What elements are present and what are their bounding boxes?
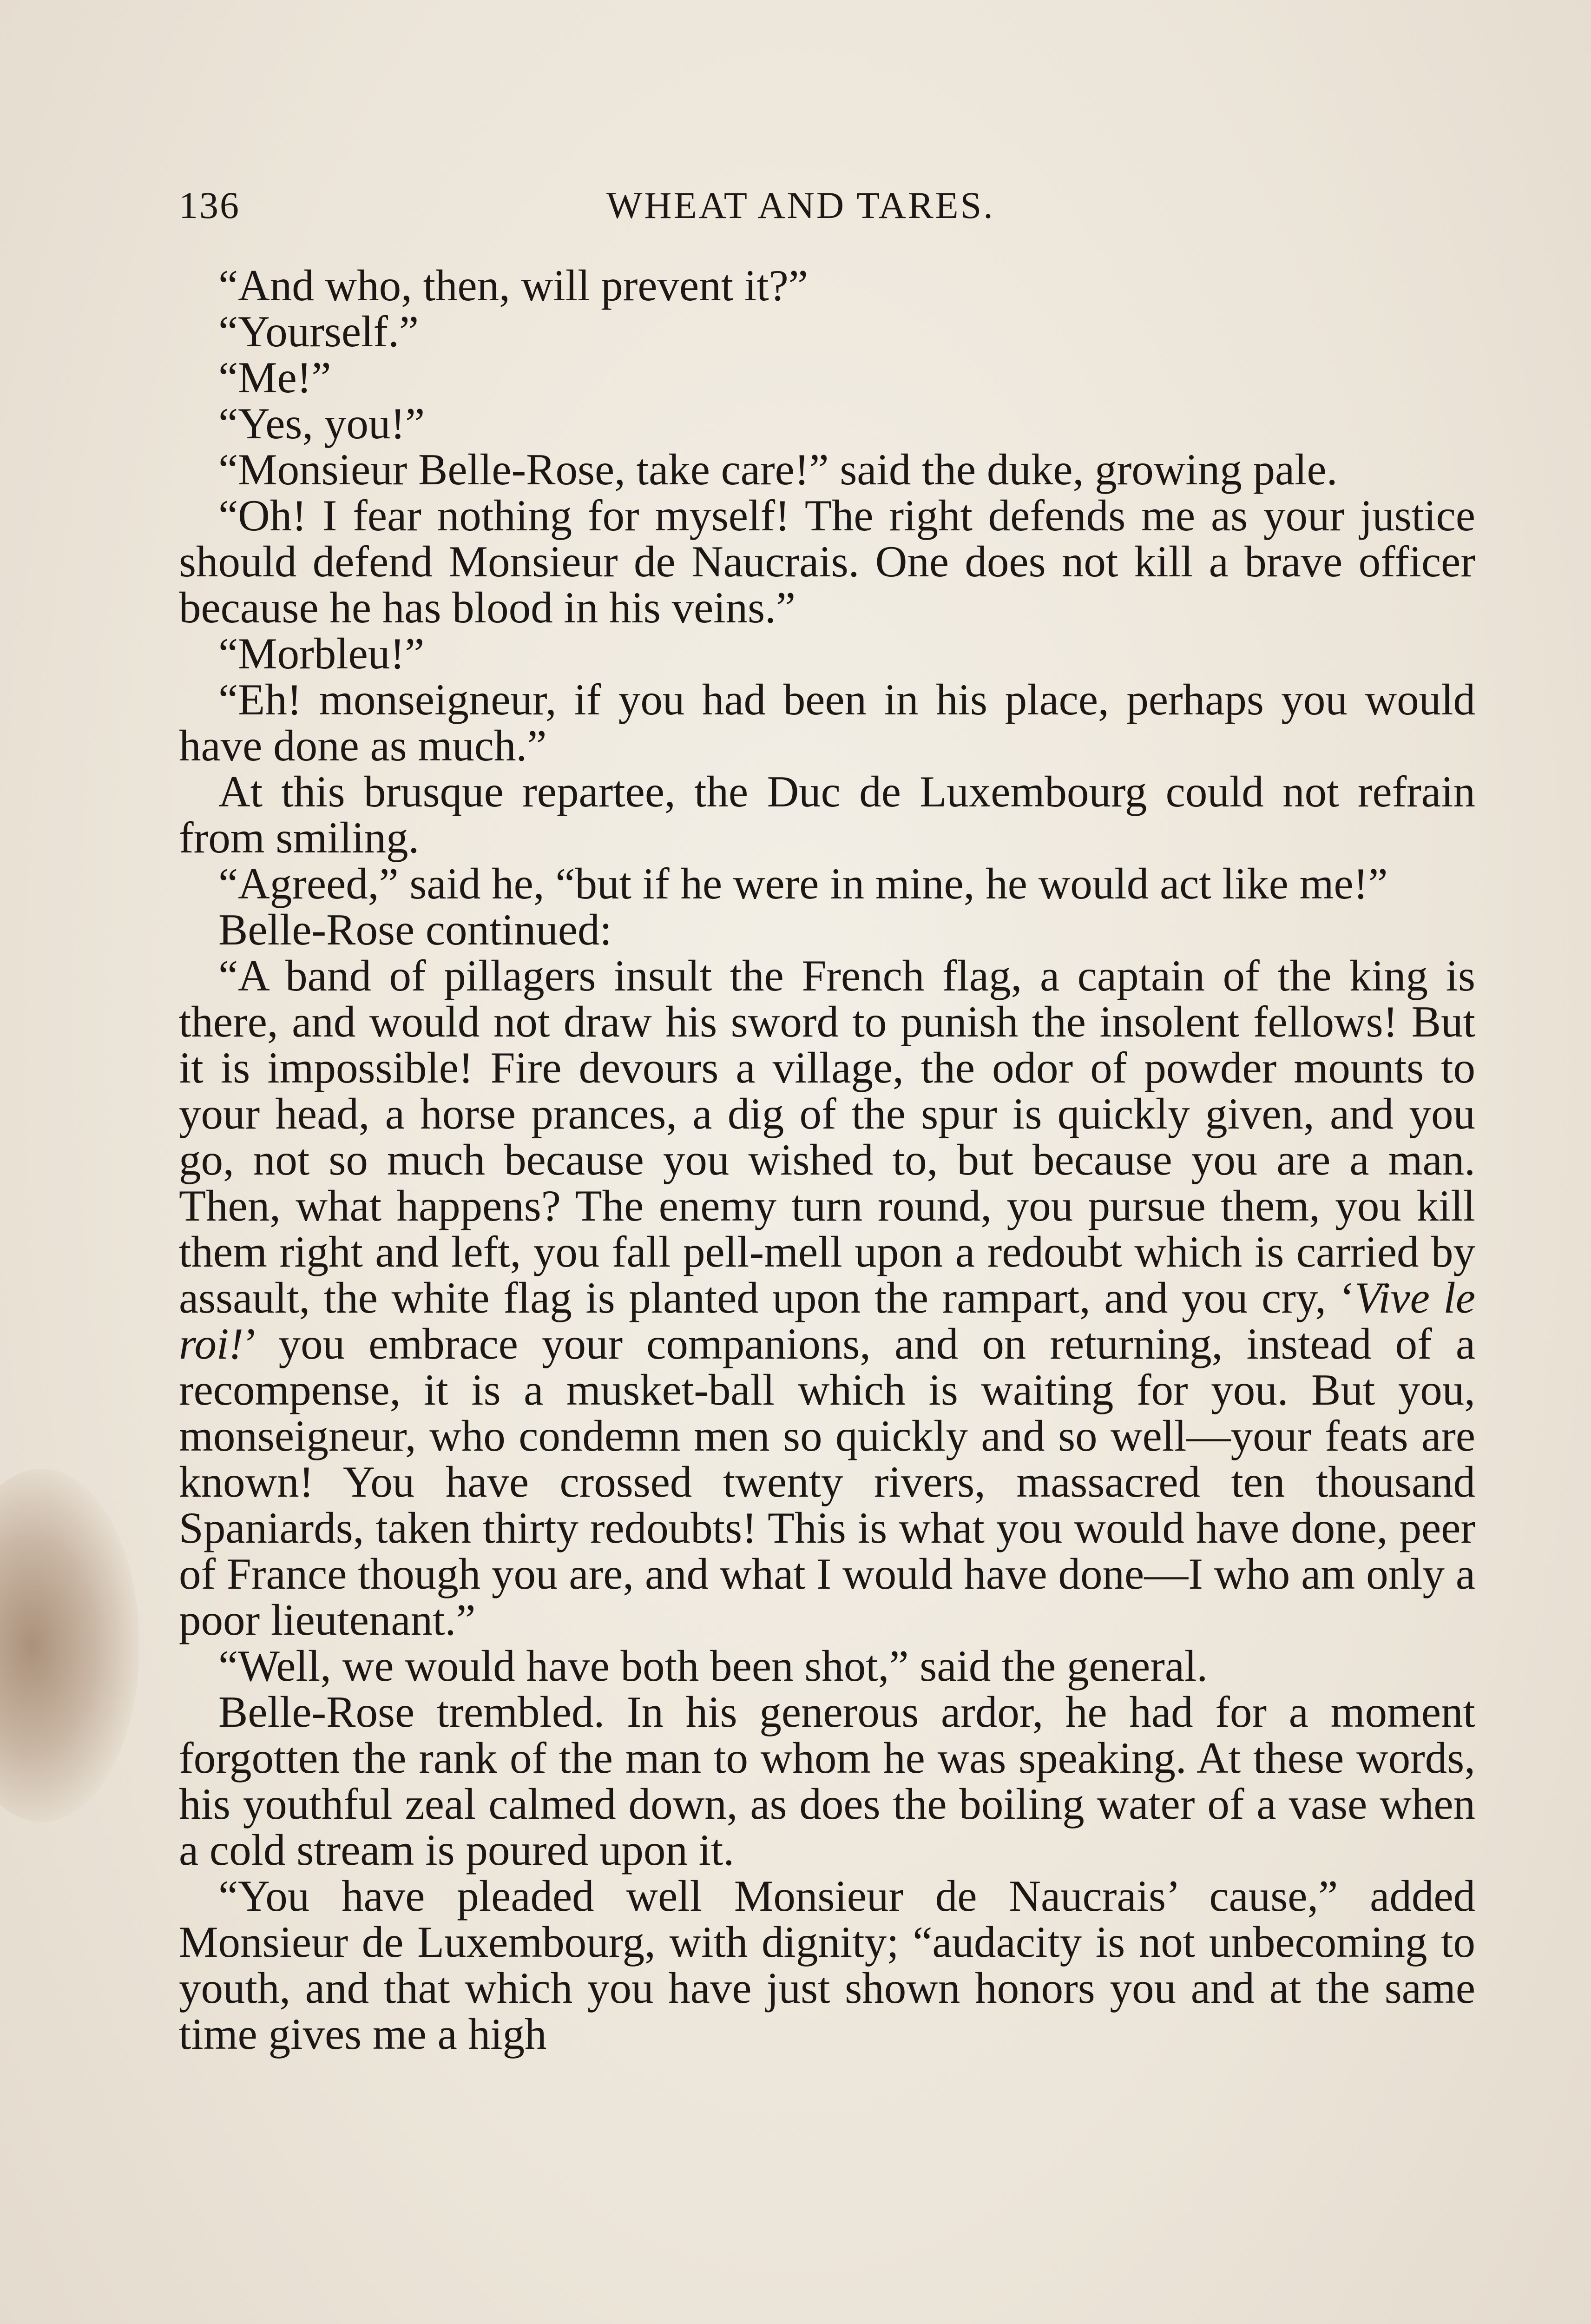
paragraph: “Yes, you!” xyxy=(218,399,425,448)
paragraph: “Me!” xyxy=(218,353,331,402)
paragraph xyxy=(179,953,1475,1643)
paragraph: At this brusque repartee, the Duc de Luxembourg could not refrain from smiling. xyxy=(179,767,1475,862)
paragraph: “Yourself.” xyxy=(218,307,419,356)
body-text xyxy=(179,263,1475,2057)
paragraph: “Oh! I fear nothing for myself! The right defends me as your justice should defend Monsieur de Naucrais. One does not kill a brave officer because he has blood in his veins.” xyxy=(179,491,1475,632)
italic-phrase: Vive le roi! xyxy=(179,1273,1475,1368)
page-number: 136 xyxy=(179,184,240,226)
paragraph: Belle-Rose continued: xyxy=(218,905,612,954)
paragraph: “Eh! monseigneur, if you had been in his place, perhaps you would have done as much.” xyxy=(179,675,1475,770)
page-header xyxy=(179,184,1475,230)
paragraph: Belle-Rose trembled. In his generous ardor, he had for a moment forgotten the rank of the man to whom he was speaking. At these words, his youthful zeal calmed down, as does the boiling water of a vase when a cold stream is poured upon it. xyxy=(179,1687,1475,1875)
paragraph: “You have pleaded well Monsieur de Naucrais’ cause,” added Monsieur de Luxembourg, with dignity; “audacity is not unbecoming to youth, and that which you have just shown honors you and at the same time gives me a high xyxy=(179,1871,1475,2059)
paragraph: “Agreed,” said he, “but if he were in mine, he would act like me!” xyxy=(218,859,1388,908)
running-title: WHEAT AND TARES. xyxy=(606,184,995,226)
paragraph-text: ’ you embrace your companions, and on returning, instead of a recompense, it is a musket-ball which is waiting for you. But you, monseigneur, who condemn men so quickly and so well—your feats are known! You have crossed twenty rivers, massacred ten thousand Spaniards, taken thirty redoubts! This is what you would have done, peer of France though you are, and what I would have done—I who am only a poor lieutenant.” xyxy=(179,1319,1475,1644)
paragraph: “Monsieur Belle-Rose, take care!” said the duke, growing pale. xyxy=(218,445,1338,494)
paragraph: “Well, we would have both been shot,” said the general. xyxy=(218,1641,1208,1690)
paragraph: “And who, then, will prevent it?” xyxy=(218,261,808,310)
paragraph: “Morbleu!” xyxy=(218,629,425,678)
paragraph-text: “A band of pillagers insult the French flag, a captain of the king is there, and would not draw his sword to punish the insolent fellows! But it is impossible! Fire devours a village, the odor of powder mounts to your head, a horse prances, a dig of the spur is quickly given, and you go, not so much because you wished to, but because you are a man. Then, what happens? The enemy turn round, you pursue them, you kill them right and left, you fall pell-mell upon a redoubt which is carried by assault, the white flag is planted upon the rampart, and you cry, ‘ xyxy=(179,951,1475,1322)
